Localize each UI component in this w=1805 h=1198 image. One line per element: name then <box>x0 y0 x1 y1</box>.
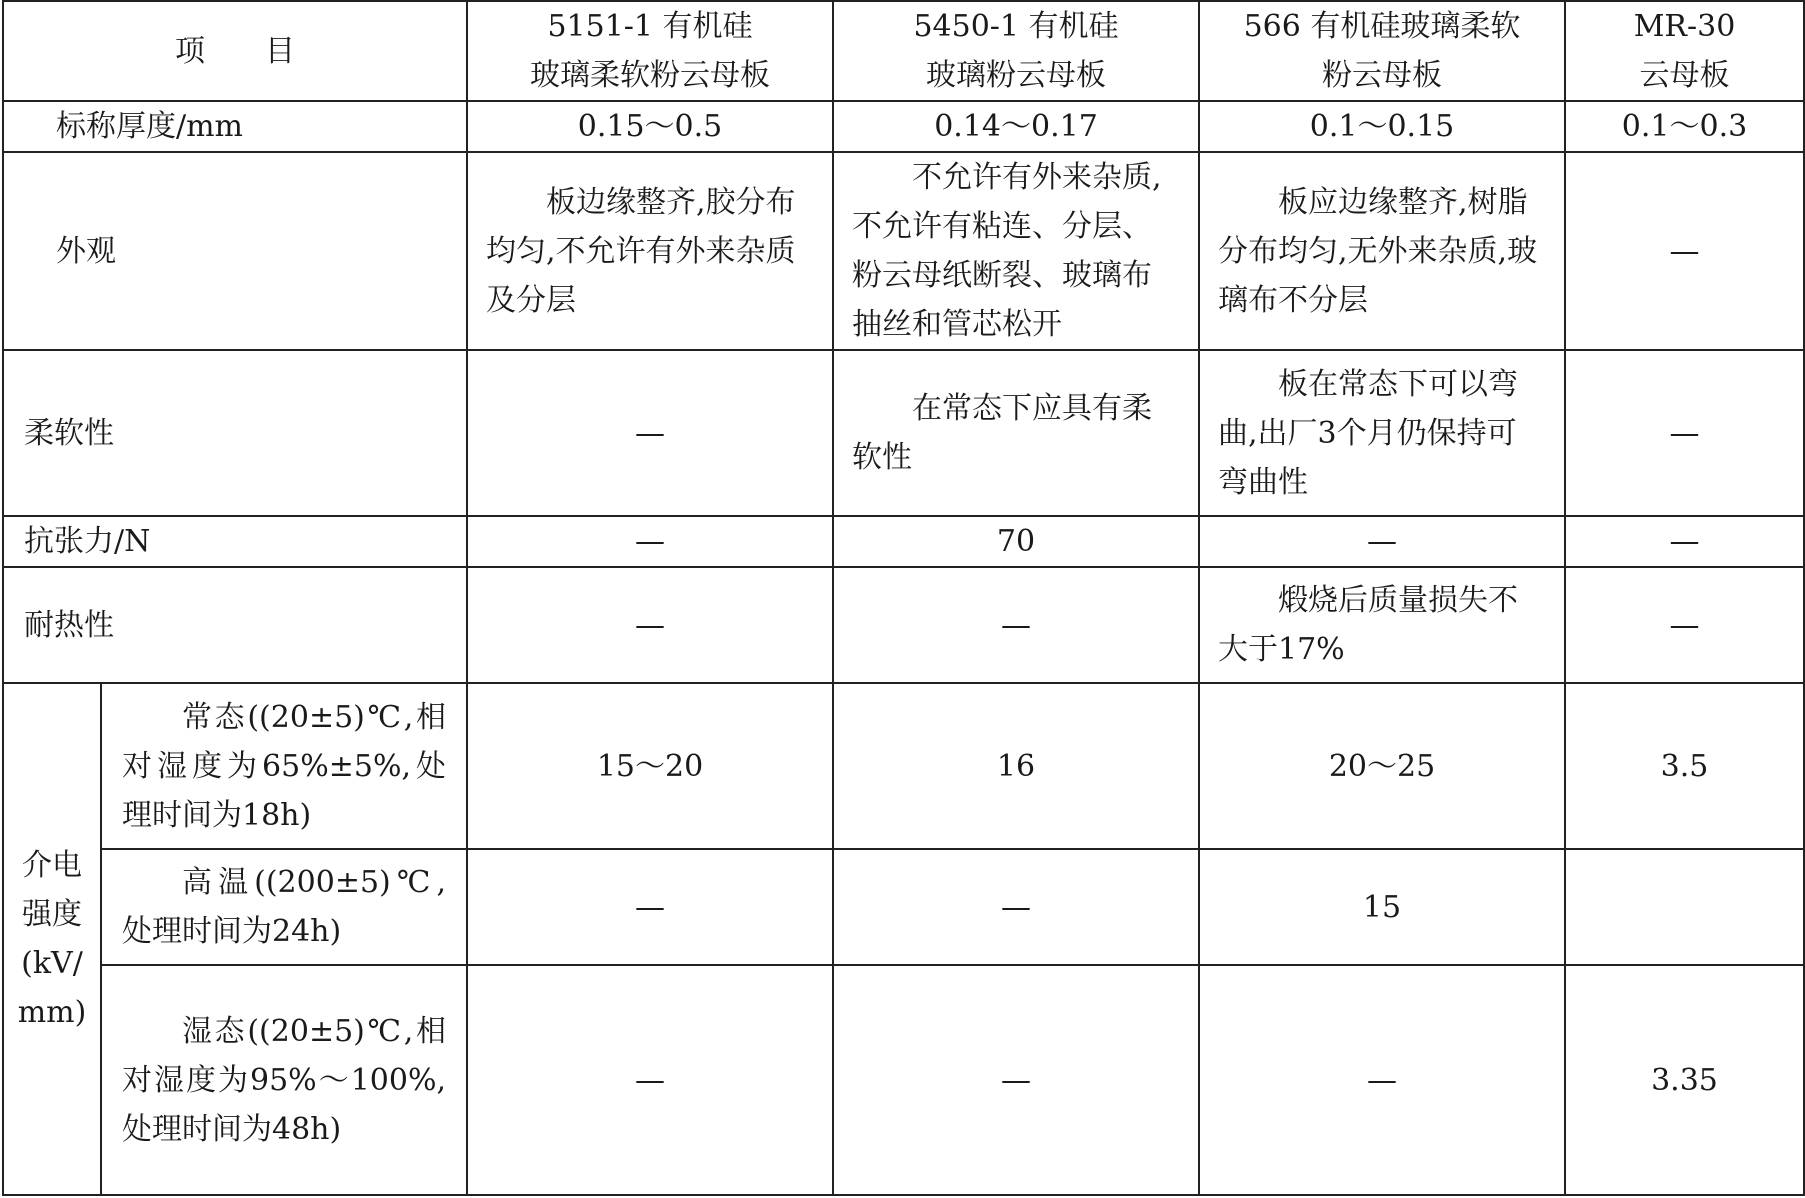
header-row <box>3 1 1804 101</box>
thickness-label: 标称厚度/mm <box>3 101 467 152</box>
header-5450-1: 5450-1 有机硅 玻璃粉云母板 <box>833 1 1199 101</box>
dielectric-high-temp-mr-30 <box>1565 849 1804 965</box>
dielectric-humid-row <box>3 965 1804 1195</box>
dielectric-normal-5450-1: 16 <box>833 683 1199 849</box>
dielectric-normal-mr-30: 3.5 <box>1565 683 1804 849</box>
dielectric-high-temp-5151-1: — <box>467 849 833 965</box>
header-5151-1: 5151-1 有机硅 玻璃柔软粉云母板 <box>467 1 833 101</box>
mica-board-spec-table <box>2 0 1805 1196</box>
header-mr-30: MR-30 云母板 <box>1565 1 1804 101</box>
dielectric-humid-5450-1: — <box>833 965 1199 1195</box>
dielectric-humid-5151-1: — <box>467 965 833 1195</box>
tensile-row <box>3 516 1804 567</box>
appearance-mr-30: — <box>1565 152 1804 350</box>
dielectric-high-temp-566: 15 <box>1199 849 1565 965</box>
heat-566: 煅烧后质量损失不大于17% <box>1199 567 1565 683</box>
thickness-row <box>3 101 1804 152</box>
thickness-5450-1: 0.14～0.17 <box>833 101 1199 152</box>
tensile-mr-30: — <box>1565 516 1804 567</box>
thickness-mr-30: 0.1～0.3 <box>1565 101 1804 152</box>
dielectric-high-temp-5450-1: — <box>833 849 1199 965</box>
appearance-5450-1: 不允许有外来杂质,不允许有粘连、分层、粉云母纸断裂、玻璃布抽丝和管芯松开 <box>833 152 1199 350</box>
header-566: 566 有机硅玻璃柔软 粉云母板 <box>1199 1 1565 101</box>
appearance-label: 外观 <box>3 152 467 350</box>
heat-5450-1: — <box>833 567 1199 683</box>
heat-row <box>3 567 1804 683</box>
flexibility-mr-30: — <box>1565 350 1804 516</box>
appearance-5151-1: 板边缘整齐,胶分布均匀,不允许有外来杂质及分层 <box>467 152 833 350</box>
appearance-row <box>3 152 1804 350</box>
thickness-5151-1: 0.15～0.5 <box>467 101 833 152</box>
dielectric-humid-mr-30: 3.35 <box>1565 965 1804 1195</box>
heat-5151-1: — <box>467 567 833 683</box>
dielectric-humid-label: 湿态((20±5)℃,相对湿度为95%～100%,处理时间为48h) <box>101 965 467 1195</box>
thickness-566: 0.1～0.15 <box>1199 101 1565 152</box>
appearance-566: 板应边缘整齐,树脂分布均匀,无外来杂质,玻璃布不分层 <box>1199 152 1565 350</box>
tensile-5151-1: — <box>467 516 833 567</box>
dielectric-strength-label: 介电 强度 (kV/ mm) <box>3 683 101 1195</box>
dielectric-normal-row <box>3 683 1804 849</box>
tensile-566: — <box>1199 516 1565 567</box>
dielectric-normal-566: 20～25 <box>1199 683 1565 849</box>
dielectric-high-temp-row <box>3 849 1804 965</box>
header-item: 项 目 <box>3 1 467 101</box>
dielectric-high-temp-label: 高温((200±5)℃,处理时间为24h) <box>101 849 467 965</box>
flexibility-5450-1: 在常态下应具有柔软性 <box>833 350 1199 516</box>
flexibility-label: 柔软性 <box>3 350 467 516</box>
dielectric-humid-566: — <box>1199 965 1565 1195</box>
tensile-5450-1: 70 <box>833 516 1199 567</box>
flexibility-row <box>3 350 1804 516</box>
dielectric-normal-5151-1: 15～20 <box>467 683 833 849</box>
heat-mr-30: — <box>1565 567 1804 683</box>
tensile-label: 抗张力/N <box>3 516 467 567</box>
flexibility-566: 板在常态下可以弯曲,出厂3个月仍保持可弯曲性 <box>1199 350 1565 516</box>
flexibility-5151-1: — <box>467 350 833 516</box>
dielectric-normal-label: 常态((20±5)℃,相对湿度为65%±5%,处理时间为18h) <box>101 683 467 849</box>
heat-label: 耐热性 <box>3 567 467 683</box>
